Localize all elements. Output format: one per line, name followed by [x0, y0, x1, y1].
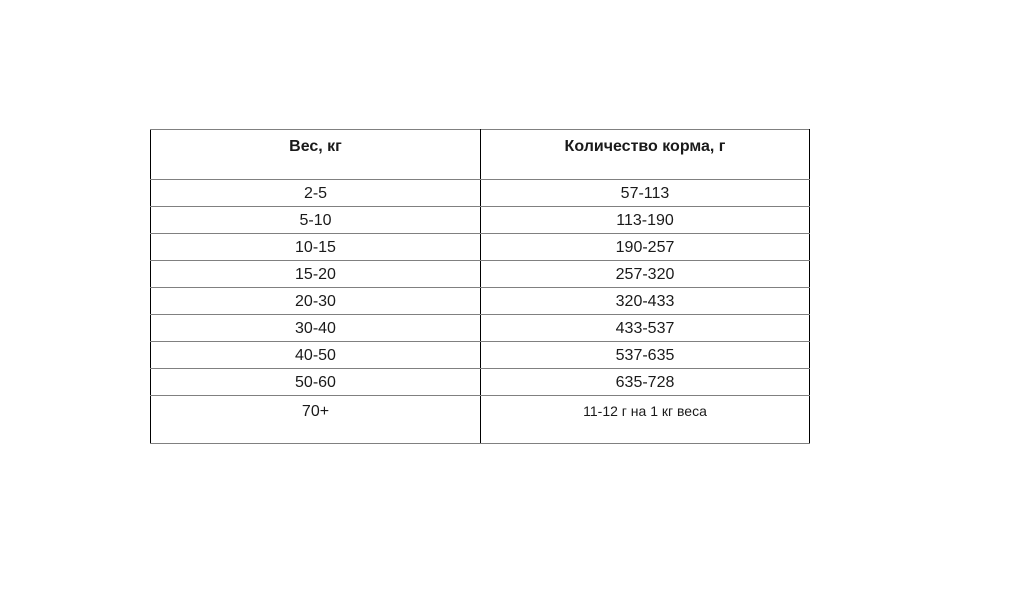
- header-row: [151, 130, 810, 180]
- table-body: [151, 180, 810, 444]
- weight-value: 2-5: [151, 180, 481, 207]
- table-row: [151, 261, 810, 288]
- table-row: [151, 396, 810, 444]
- feeding-amount-table: [150, 129, 810, 444]
- weight-value: 40-50: [151, 342, 481, 369]
- table-row: [151, 369, 810, 396]
- table-row: [151, 288, 810, 315]
- weight-value: 30-40: [151, 315, 481, 342]
- table-row: [151, 315, 810, 342]
- column-header-weight: Вес, кг: [151, 130, 481, 180]
- table-row: [151, 234, 810, 261]
- amount-value: 635-728: [481, 369, 810, 396]
- amount-value: 537-635: [481, 342, 810, 369]
- weight-value: 10-15: [151, 234, 481, 261]
- weight-value: 70+: [151, 396, 481, 444]
- column-header-amount: Количество корма, г: [481, 130, 810, 180]
- table-row: [151, 180, 810, 207]
- weight-value: 15-20: [151, 261, 481, 288]
- table-row: [151, 207, 810, 234]
- amount-value: 113-190: [481, 207, 810, 234]
- amount-value: 57-113: [481, 180, 810, 207]
- table-row: [151, 342, 810, 369]
- weight-value: 50-60: [151, 369, 481, 396]
- amount-value: 320-433: [481, 288, 810, 315]
- amount-value: 190-257: [481, 234, 810, 261]
- table-header: [151, 130, 810, 180]
- amount-value: 433-537: [481, 315, 810, 342]
- weight-value: 20-30: [151, 288, 481, 315]
- amount-value: 257-320: [481, 261, 810, 288]
- amount-value: 11-12 г на 1 кг веса: [481, 396, 810, 444]
- weight-value: 5-10: [151, 207, 481, 234]
